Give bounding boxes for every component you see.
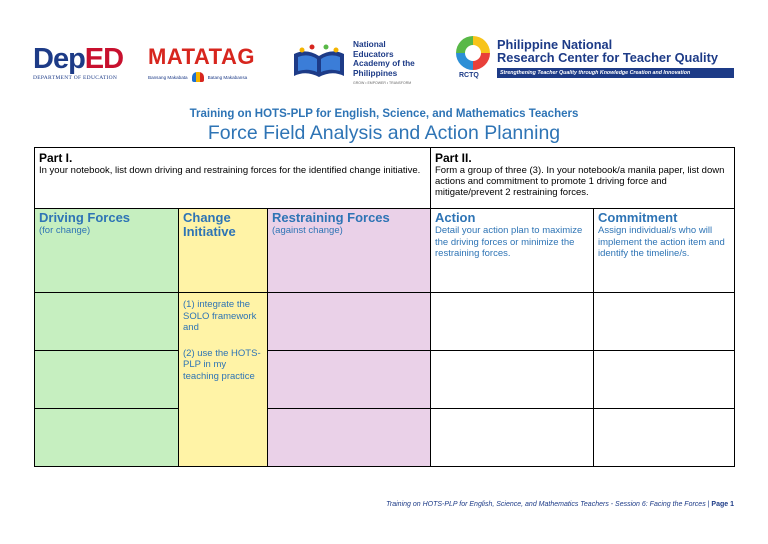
table-row [35,409,735,467]
nea-line-4: Philippines [353,67,398,78]
page-title: Force Field Analysis and Action Planning [207,122,561,144]
matatag-tag-left: Bansang Makabata [148,74,188,80]
commitment-header [594,209,735,293]
deped-logo-text-b: ED [84,43,124,75]
action-title: Action [435,210,476,225]
change-initiative-title: Change Initiative [183,210,236,239]
commitment-sub: Assign individual/s who will implement the action item and identify the timeline/s. [598,225,725,259]
matatag-logo-text: MATATAG [148,44,255,69]
matatag-logo [148,46,268,84]
force-field-table [34,147,735,467]
parts-row [35,148,735,209]
rctq-title-line-2: Research Center for Teacher Quality [497,50,718,65]
action-cell-3[interactable] [431,409,594,467]
page-footer [386,501,734,508]
page-subtitle: Training on HOTS-PLP for English, Science, and Mathematics Teachers [189,108,579,120]
commitment-title: Commitment [598,210,678,225]
restraining-forces-title: Restraining Forces [272,210,390,225]
restraining-force-cell-1[interactable] [268,293,431,351]
restraining-force-cell-3[interactable] [268,409,431,467]
change-initiative-item-2: (2) use the HOTS-PLP in my teaching practice [183,347,261,382]
part-1-cell [35,148,431,209]
part-1-title: Part I. [39,151,73,165]
rctq-circle-icon [456,36,490,70]
rctq-tagline: Strengthening Teacher Quality through Knowledge Creation and Innovation [497,68,734,78]
table-row [35,293,735,351]
nea-logo [290,40,430,86]
driving-forces-header [35,209,179,293]
rctq-abbr: RCTQ [459,72,479,79]
footer-text: Training on HOTS-PLP for English, Science, and Mathematics Teachers - Session 6: Facing the Forces | [386,501,710,508]
part-1-text: In your notebook, list down driving and restraining forces for the identified change initiative. [39,165,421,176]
open-book-icon [290,44,348,80]
deped-logo [33,44,125,82]
change-initiative-item-1: (1) integrate the SOLO framework and [183,299,257,333]
heart-icon [192,72,204,82]
rctq-title-line-1: Philippine National [497,37,613,52]
part-2-text: Form a group of three (3). In your notebook/a manila paper, list down actions and commitment to promote 1 driving force and mitigate/prevent 2 restraining forces. [435,165,725,198]
driving-forces-sub: (for change) [39,225,91,236]
action-sub: Detail your action plan to maximize the driving forces or minimize the restraining forces. [435,225,583,259]
action-header [431,209,594,293]
deped-logo-text-a: Dep [33,43,85,75]
table-row [35,351,735,409]
commitment-cell-1[interactable] [594,293,735,351]
driving-force-cell-3[interactable] [35,409,179,467]
rctq-logo [456,36,734,86]
commitment-cell-3[interactable] [594,409,735,467]
action-cell-1[interactable] [431,293,594,351]
matatag-tag-right: Batang Makabansa [207,74,248,80]
change-initiative-header [179,209,268,293]
nea-line-2: Educators [353,48,394,59]
action-cell-2[interactable] [431,351,594,409]
part-2-title: Part II. [435,151,472,165]
commitment-cell-2[interactable] [594,351,735,409]
nea-tagline: GROW • EMPOWER • TRANSFORM [353,81,412,85]
nea-line-1: National [353,39,386,49]
driving-forces-title: Driving Forces [39,210,131,225]
column-header-row [35,209,735,293]
change-initiative-cell [179,293,268,467]
restraining-force-cell-2[interactable] [268,351,431,409]
nea-line-3: Academy of the [353,58,415,68]
restraining-forces-sub: (against change) [272,225,343,236]
restraining-forces-header [268,209,431,293]
part-2-cell [431,148,735,209]
driving-force-cell-1[interactable] [35,293,179,351]
page-number: Page 1 [711,501,734,508]
driving-force-cell-2[interactable] [35,351,179,409]
deped-logo-subtitle: DEPARTMENT OF EDUCATION [33,75,118,81]
